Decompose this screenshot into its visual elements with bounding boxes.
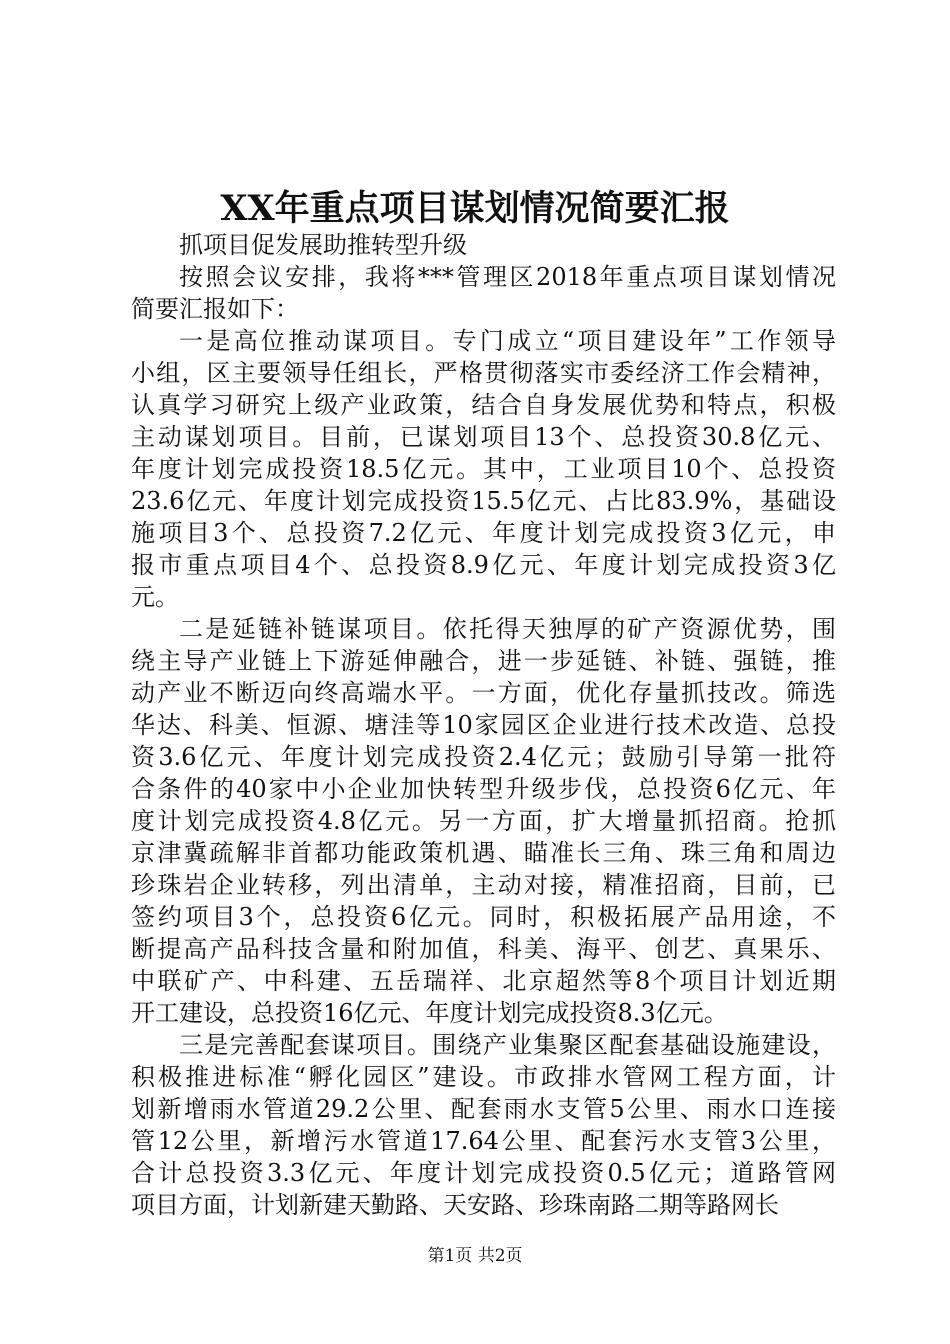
paragraph-line: 元。 [131, 583, 179, 611]
document-title: XX年重点项目谋划情况简要汇报 [220, 188, 730, 229]
paragraph-line: 简要汇报如下： [131, 295, 299, 323]
paragraph-line: 认真学习研究上级产业政策，结合自身发展优势和特点，积极 [131, 391, 836, 419]
paragraph-line: 断提高产品科技含量和附加值，科美、海平、创艺、真果乐、 [131, 935, 836, 963]
paragraph-line: 资3.6亿元、年度计划完成投资2.4亿元；鼓励引导第一批符 [131, 743, 836, 771]
paragraph-line: 绕主导产业链上下游延伸融合，进一步延链、补链、强链，推 [131, 647, 836, 675]
paragraph-line: 三是完善配套谋项目。围绕产业集聚区配套基础设施建设， [179, 1031, 836, 1059]
paragraph [131, 261, 836, 325]
paragraph-line: 23.6亿元、年度计划完成投资15.5亿元、占比83.9%，基础设 [131, 487, 836, 515]
paragraph-line: 按照会议安排，我将***管理区2018年重点项目谋划情况 [179, 263, 836, 291]
paragraph-line: 签约项目3个，总投资6亿元。同时，积极拓展产品用途，不 [131, 903, 836, 931]
paragraph-line: 年度计划完成投资18.5亿元。其中，工业项目10个、总投资 [131, 455, 836, 483]
paragraph [131, 325, 836, 613]
paragraph-line: 珍珠岩企业转移，列出清单，主动对接，精准招商，目前，已 [131, 871, 836, 899]
document-subtitle: 抓项目促发展助推转型升级 [179, 231, 467, 259]
paragraph-line: 施项目3个、总投资7.2亿元、年度计划完成投资3亿元，申 [131, 519, 836, 547]
page-number-footer: 第1页 共2页 [427, 1246, 523, 1266]
paragraph-line: 一是高位推动谋项目。专门成立“项目建设年”工作领导 [179, 327, 836, 355]
paragraph-line: 报市重点项目4个、总投资8.9亿元、年度计划完成投资3亿 [131, 551, 836, 579]
paragraph-line: 合计总投资3.3亿元、年度计划完成投资0.5亿元；道路管网 [131, 1159, 836, 1187]
paragraph-line: 项目方面，计划新建天勤路、天安路、珍珠南路二期等路网长 [131, 1191, 779, 1219]
paragraph-line: 度计划完成投资4.8亿元。另一方面，扩大增量抓招商。抢抓 [131, 807, 836, 835]
paragraph-line: 华达、科美、恒源、塘洼等10家园区企业进行技术改造、总投 [131, 711, 836, 739]
paragraph-line: 开工建设，总投资16亿元、年度计划完成投资8.3亿元。 [131, 999, 728, 1027]
paragraph [131, 1029, 836, 1221]
paragraph-line: 京津冀疏解非首都功能政策机遇、瞄准长三角、珠三角和周边 [131, 839, 836, 867]
paragraph-line: 划新增雨水管道29.2公里、配套雨水支管5公里、雨水口连接 [131, 1095, 836, 1123]
paragraph-line: 积极推进标准“孵化园区”建设。市政排水管网工程方面，计 [131, 1063, 836, 1091]
paragraph-container [131, 261, 836, 1221]
paragraph-line: 动产业不断迈向终高端水平。一方面，优化存量抓技改。筛选 [131, 679, 836, 707]
paragraph-line: 管12公里，新增污水管道17.64公里、配套污水支管3公里， [131, 1127, 836, 1155]
paragraph-line: 中联矿产、中科建、五岳瑞祥、北京超然等8个项目计划近期 [131, 967, 836, 995]
document-body [131, 229, 836, 1221]
paragraph-line: 小组，区主要领导任组长，严格贯彻落实市委经济工作会精神， [131, 359, 836, 387]
paragraph-line: 合条件的40家中小企业加快转型升级步伐，总投资6亿元、年 [131, 775, 836, 803]
paragraph [131, 613, 836, 1029]
paragraph-line: 主动谋划项目。目前，已谋划项目13个、总投资30.8亿元、 [131, 423, 836, 451]
paragraph-line: 二是延链补链谋项目。依托得天独厚的矿产资源优势，围 [179, 615, 836, 643]
